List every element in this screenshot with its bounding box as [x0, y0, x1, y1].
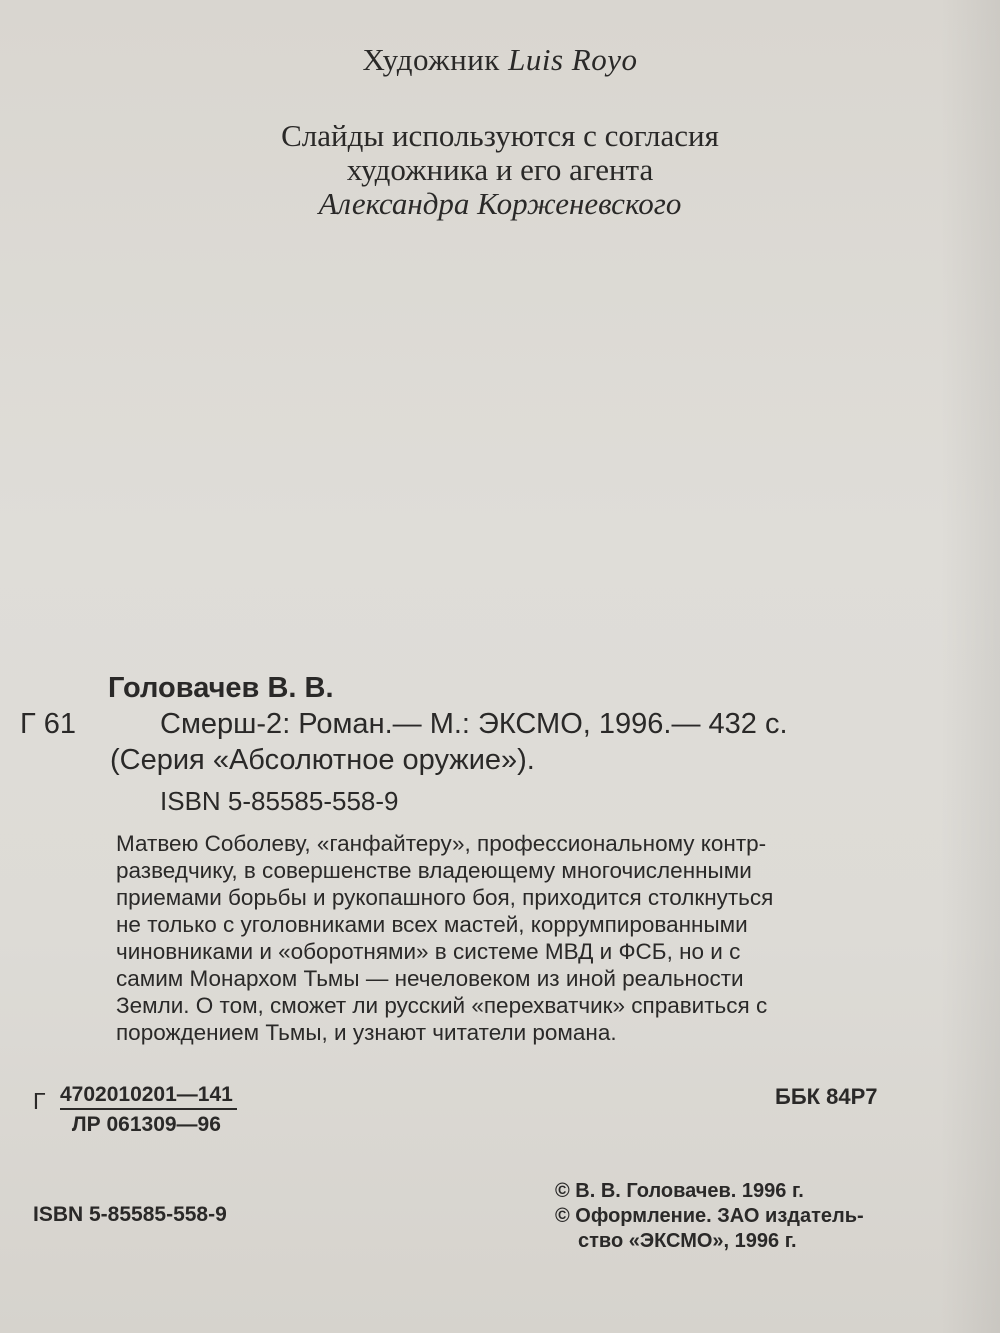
- imprint-bbk: ББК 84Р7: [775, 1084, 878, 1109]
- artist-name: Luis Royo: [508, 42, 638, 77]
- annotation-line: Матвею Соболеву, «ганфайтеру», профессиональному контр-: [116, 831, 767, 856]
- annotation-line: порождением Тьмы, и узнают читатели романа.: [116, 1020, 617, 1045]
- annotation-line: не только с уголовниками всех мастей, коррумпированными: [116, 912, 748, 937]
- annotation-paragraph: [116, 830, 908, 1046]
- slides-line-2: художника и его агента: [346, 152, 654, 187]
- annotation-line: самим Монархом Тьмы — нечеловеком из иной реальности: [116, 966, 744, 991]
- catalog-isbn: ISBN 5-85585-558-9: [160, 786, 399, 816]
- imprint-denominator: ЛР 061309—96: [71, 1113, 221, 1136]
- catalog-biblio-line-2: (Серия «Абсолютное оружие»).: [110, 744, 535, 776]
- copyright-author: © В. В. Головачев. 1996 г.: [555, 1180, 804, 1202]
- copyright-design-line-1: © Оформление. ЗАО издатель-: [555, 1205, 864, 1227]
- imprint-fraction: [60, 1083, 237, 1137]
- imprint-g-letter: Г: [33, 1088, 46, 1114]
- artist-prefix: Художник: [362, 42, 500, 77]
- annotation-line: разведчику, в совершенстве владеющему многочисленными: [116, 858, 752, 883]
- annotation-line: Земли. О том, сможет ли русский «перехватчик» справиться с: [116, 993, 768, 1018]
- slides-line-1: Слайды используются с согласия: [281, 118, 719, 153]
- slides-line-3: Александра Корженевского: [318, 186, 682, 221]
- artist-credit: [0, 42, 1000, 78]
- catalog-code: Г 61: [20, 708, 77, 740]
- catalog-biblio-line-1: Смерш-2: Роман.— М.: ЭКСМО, 1996.— 432 с.: [160, 708, 788, 740]
- imprint-isbn: ISBN 5-85585-558-9: [33, 1203, 227, 1226]
- catalog-author: Головачев В. В.: [108, 672, 334, 704]
- imprint-numerator: 4702010201—141: [60, 1083, 237, 1110]
- annotation-line: чиновниками и «оборотнями» в системе МВД и ФСБ, но и с: [116, 939, 741, 964]
- copyright-design-line-2: ство «ЭКСМО», 1996 г.: [578, 1230, 797, 1252]
- annotation-line: приемами борьбы и рукопашного боя, приходится столкнуться: [116, 885, 774, 910]
